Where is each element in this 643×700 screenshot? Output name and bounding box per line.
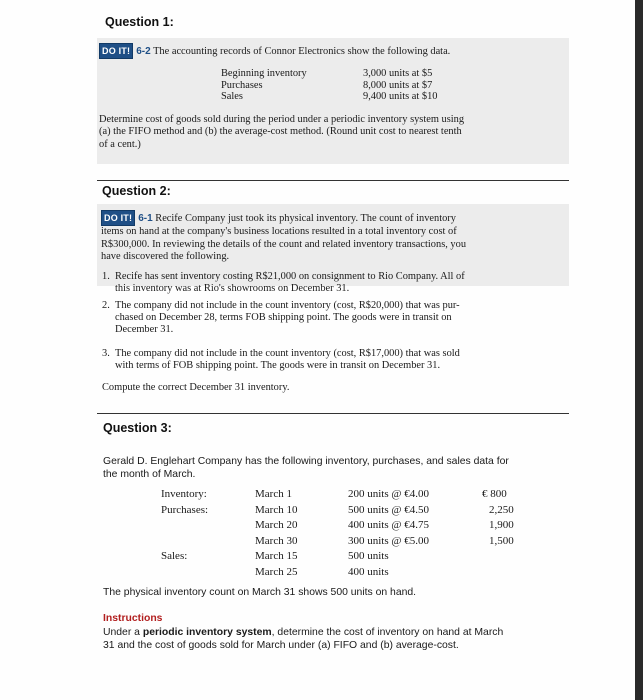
intro-line: have discovered the following. — [101, 251, 230, 263]
row-amount: € 800 — [482, 488, 507, 500]
question-1-intro: The accounting records of Connor Electronics show the following data. — [153, 46, 451, 57]
row-units: 200 units @ €4.00 — [348, 488, 430, 500]
instructions-text: , determine the cost of inventory on hand at March — [271, 627, 504, 638]
body-line: (a) the FIFO method and (b) the average-cost method. (Round unit cost to nearest tenth — [99, 126, 462, 138]
instructions-line: 31 and the cost of goods sold for March under (a) FIFO and (b) average-cost. — [103, 640, 459, 651]
question-3-heading: Question 3: — [103, 421, 172, 435]
row-date: March 20 — [255, 519, 298, 531]
row-label: Sales — [221, 91, 243, 102]
divider — [97, 180, 569, 181]
item-text — [115, 300, 460, 337]
row-label: Sales: — [161, 550, 188, 562]
row-label: Beginning inventory — [221, 68, 307, 79]
exercise-number: 6-2 — [136, 46, 151, 57]
item-line: with terms of FOB shipping point. The goods were in transit on December 31. — [115, 360, 441, 372]
intro-text: Recife Company just took its physical inventory. The count of inventory — [155, 213, 456, 224]
instructions-text: Under a — [103, 627, 143, 638]
row-label: Purchases: — [161, 504, 209, 516]
row-date: March 15 — [255, 550, 298, 562]
intro-line: the month of March. — [103, 469, 196, 480]
question-3-intro — [103, 455, 573, 481]
row-units: 500 units @ €4.50 — [348, 504, 430, 516]
instructions-emphasis: periodic inventory system — [142, 627, 272, 638]
row-value: 8,000 units at $7 — [363, 79, 433, 91]
item-line: Recife has sent inventory costing R$21,000 on consignment to Rio Company. All of — [115, 271, 465, 282]
question-1-intro-line — [99, 43, 450, 59]
item-line: The company did not include in the count inventory (cost, R$17,000) that was sold — [115, 348, 460, 359]
instructions-line — [103, 626, 573, 639]
item-text — [115, 348, 460, 372]
item-line: December 31. — [115, 324, 174, 336]
item-text — [115, 271, 465, 295]
item-number: 3. — [102, 348, 110, 359]
item-line: chased on December 28, terms FOB shipping point. The goods were in transit on — [115, 312, 452, 324]
exercise-number: 6-1 — [138, 213, 153, 224]
row-date: March 1 — [255, 488, 292, 500]
question-2-intro — [101, 210, 571, 264]
row-units: 400 units @ €4.75 — [348, 519, 430, 531]
intro-line: Gerald D. Englehart Company has the following inventory, purchases, and sales data for — [103, 456, 509, 467]
item-line: The company did not include in the count inventory (cost, R$20,000) that was pur- — [115, 300, 460, 311]
body-line: Determine cost of goods sold during the period under a periodic inventory system using — [99, 114, 465, 125]
row-units: 400 units — [348, 566, 389, 578]
row-value: 9,400 units at $10 — [363, 91, 438, 102]
row-value: 3,000 units at $5 — [363, 68, 433, 79]
row-units: 500 units — [348, 550, 389, 562]
intro-line: items on hand at the company's business locations resulted in a total inventory cost of — [101, 226, 457, 238]
row-date: March 25 — [255, 566, 298, 578]
item-number: 1. — [102, 271, 110, 282]
physical-count-note: The physical inventory count on March 31 shows 500 units on hand. — [103, 587, 417, 598]
page-edge — [635, 0, 643, 700]
row-date: March 30 — [255, 535, 298, 547]
item-line: this inventory was at Rio's showrooms on December 31. — [115, 283, 350, 295]
row-amount: 1,900 — [489, 519, 514, 531]
row-units: 300 units @ €5.00 — [348, 535, 430, 547]
table-row — [221, 91, 437, 103]
item-number: 2. — [102, 300, 110, 311]
instructions-body — [103, 626, 573, 652]
do-it-badge: DO IT! — [101, 210, 135, 226]
question-2-closing: Compute the correct December 31 inventory. — [102, 382, 290, 393]
row-amount: 2,250 — [489, 504, 514, 516]
divider — [97, 413, 569, 414]
question-1-heading: Question 1: — [105, 15, 174, 29]
instructions-heading: Instructions — [103, 613, 163, 624]
row-label: Inventory: — [161, 488, 207, 500]
intro-line — [101, 210, 571, 226]
row-amount: 1,500 — [489, 535, 514, 547]
row-date: March 10 — [255, 504, 298, 516]
do-it-badge: DO IT! — [99, 43, 133, 59]
row-label: Purchases — [221, 79, 263, 91]
table-row — [221, 68, 437, 80]
table-row — [221, 80, 437, 92]
question-2-heading: Question 2: — [102, 184, 171, 198]
question-1-data-table — [221, 68, 437, 103]
question-1-body — [99, 114, 571, 151]
body-line: of a cent.) — [99, 138, 141, 150]
intro-line: R$300,000. In reviewing the details of the count and related inventory transactions, you — [101, 238, 467, 250]
